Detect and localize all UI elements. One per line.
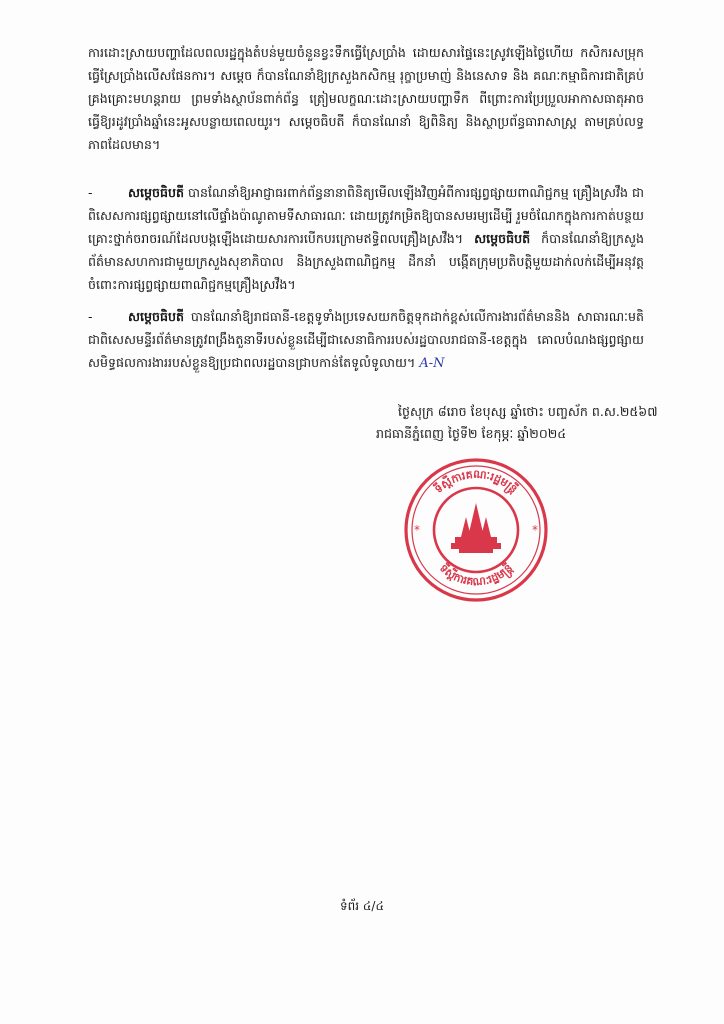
handwritten-initials: A-N [419,356,445,371]
page-number: ទំព័រ ៤/៤ [340,899,384,913]
solar-date-line: រាជធានីភ្នំពេញ ថ្ងៃទី២ ខែកុម្ភៈ ឆ្នាំ២០២៤ [376,426,567,441]
seal-text-top: ទីស្ដីការគណៈរដ្ឋមន្ត្រី [431,467,520,496]
paragraph-1-text: ការដោះស្រាយបញ្ហាដែលពលរដ្ឋក្នុងតំបន់មួយចំនួនខ្វះទឹកធ្វើស្រែប្រាំង ដោយសារផ្ទៃនេះស្រូវឡើងថ្លៃហើយ កសិករសម្រុកធ្វើស្រែប្រាំងលើសផែនការ។ សម្ដេច ក៏បានណែនាំឱ្យក្រសួងកសិកម្ម រុក្ខាប្រមាញ់ និងនេសាទ និង គណៈកម្មាធិការជាតិគ្រប់គ្រងគ្រោះមហន្តរាយ ព្រមទាំងស្ថាប័នពាក់ព័ន្ធ ត្រៀមលក្ខណៈដោះស្រាយបញ្ហាទឹក ពីព្រោះការប្រែប្រួលអាកាសធាតុអាចធ្វើឱ្យរដូវប្រាំងឆ្នាំនេះអូសបន្លាយពេលយូរ។ សម្ដេចធិបតី ក៏បានណែនាំ ឱ្យពិនិត្យ និងស្ថាប្រព័ន្ធធារាសាស្ត្រ តាមគ្រប់លទ្ធភាពដែលមាន។ [88,45,644,152]
paragraph-continued [88,41,644,156]
paragraph-bullet-3 [88,305,644,375]
svg-text:*: * [414,523,420,537]
lunar-date-line: ថ្ងៃសុក្រ ៨រោច ខែបុស្ស ឆ្នាំថោះ បញ្ចស័ក ព.ស.២៥៦៧ [398,404,658,419]
paragraph-3-text: បានណែនាំឱ្យរាជធានី-ខេត្តទូទាំងប្រទេសយកចិត្តទុកដាក់ខ្ពស់លើការងារព័ត៌មាននិង សាធារណៈមតិ ជាពិសេសមន្ទីរព័ត៌មានត្រូវពង្រឹងតួនាទីរបស់ខ្លួនដើម្បីជាសេនាធិការរបស់រដ្ឋបាលរាជធានី-ខេត្តក្នុង គោលបំណងផ្សព្វផ្សាយសមិទ្ធផលការងាររបស់ខ្លួនឱ្យប្រជាពលរដ្ឋបានជ្រាបកាន់តែទូលំទូលាយ។ [88,309,644,370]
paragraph-2-second-lead: សម្ដេចធិបតី [474,231,531,246]
official-seal [401,455,551,605]
bullet-marker: - [88,185,93,200]
paragraph-3-lead: សម្ដេចធិបតី [128,309,184,324]
paragraph-bullet-2 [88,181,644,296]
seal-text-bottom: ទីស្ដីការគណៈរដ្ឋមន្ត្រី [436,561,516,589]
paragraph-2-tail: ក៏បានណែនាំឱ្យក្រសួងព័ត៌មានសហការជាមួយក្រសួងសុខាភិបាល និងក្រសួងពាណិជ្ជកម្ម ដឹកនាំ បង្កើតក្រុមប្រតិបត្តិមួយដាក់លក់ដើម្បីអនុវត្តចំពោះការផ្សព្វផ្សាយពាណិជ្ជកម្មគ្រឿងស្រវឹង។ [88,231,644,292]
svg-text:*: * [532,523,538,537]
paragraph-2-lead: សម្ដេចធិបតី [128,185,184,200]
paragraph-2-text: បានណែនាំឱ្យអាជ្ញាធរពាក់ព័ន្ធនានាពិនិត្យមើលឡើងវិញអំពីការផ្សព្វផ្សាយពាណិជ្ជកម្ម គ្រឿងស្រវឹង ជាពិសេសការផ្សព្វផ្សាយនៅលើផ្ទាំងប៉ាណូតាមទីសាធារណៈ ដោយត្រូវកម្រិតឱ្យបានសមរម្យដើម្បី រួមចំណែកក្នុងការកាត់បន្ថយគ្រោះថ្នាក់ចរាចរណ៍ដែលបង្កឡើងដោយសារការបើកបរក្រោមឥទ្ធិពលគ្រឿងស្រវឹង។ [88,185,644,246]
temple-emblem-icon [451,503,501,553]
date-block [376,401,678,445]
bullet-indent [88,181,128,204]
bullet-marker: - [88,309,93,324]
bullet-indent [88,305,128,328]
